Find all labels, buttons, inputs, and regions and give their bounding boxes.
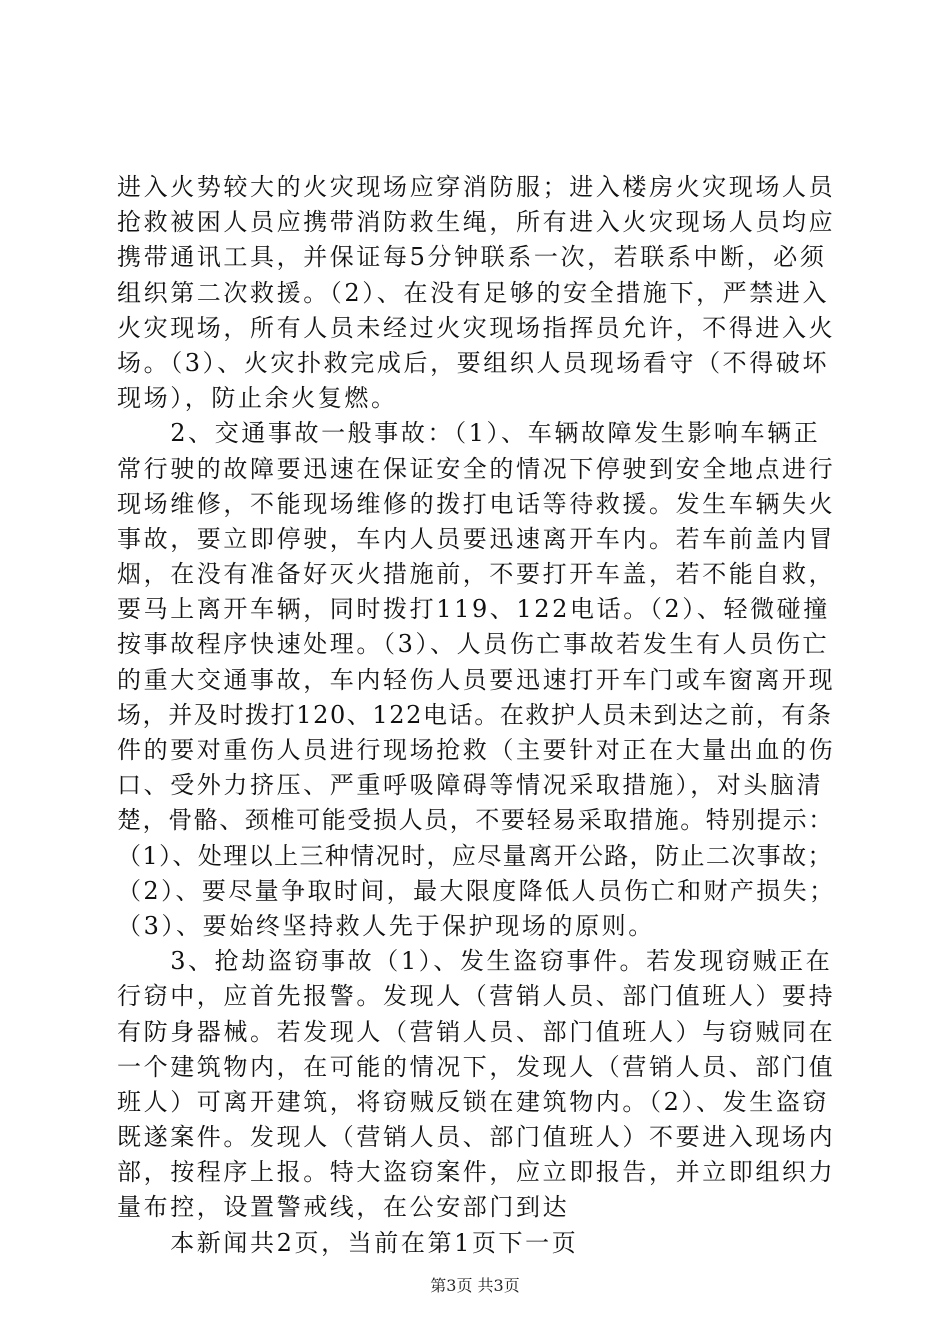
text-line: 既遂案件。发现人（营销人员、部门值班人）不要进入现场内 <box>117 1123 836 1152</box>
text-line: 场，并及时拨打120、122电话。在救护人员未到达之前，有条 <box>117 700 833 729</box>
text-line: 按事故程序快速处理。（3）、人员伤亡事故若发生有人员伤亡 <box>117 630 830 659</box>
text-line: 部，按程序上报。特大盗窃案件，应立即报告，并立即组织力 <box>117 1158 836 1187</box>
text-line: 组织第二次救援。（2）、在没有足够的安全措施下，严禁进入 <box>117 278 830 307</box>
text-line: 现场），防止余火复燃。 <box>117 384 398 413</box>
text-line: 进入火势较大的火灾现场应穿消防服；进入楼房火灾现场人员 <box>117 173 836 201</box>
text-line: 火灾现场，所有人员未经过火灾现场指挥员允许，不得进入火 <box>117 313 836 342</box>
text-line: 烟，在没有准备好灭火措施前，不要打开车盖，若不能自救， <box>117 560 836 589</box>
text-line: 3、抢劫盗窃事故（1）、发生盗窃事件。若发现窃贼正在 <box>117 947 833 976</box>
text-line: 行窃中，应首先报警。发现人（营销人员、部门值班人）要持 <box>117 982 836 1011</box>
document-body <box>117 170 837 1261</box>
text-line: 常行驶的故障要迅速在保证安全的情况下停驶到安全地点进行 <box>117 454 836 483</box>
text-line: 件的要对重伤人员进行现场抢救（主要针对正在大量出血的伤 <box>117 736 836 764</box>
text-line: 有防身器械。若发现人（营销人员、部门值班人）与窃贼同在 <box>117 1017 836 1046</box>
text-line: 场。（3）、火灾扑救完成后，要组织人员现场看守（不得破坏 <box>117 348 830 377</box>
text-line: 事故，要立即停驶，车内人员要迅速离开车内。若车前盖内冒 <box>117 524 836 553</box>
text-line: 要马上离开车辆，同时拨打119、122电话。（2）、轻微碰撞 <box>117 595 830 624</box>
page-footer <box>0 1273 950 1296</box>
text-line: （3）、要始终坚持救人先于保护现场的原则。 <box>117 911 655 940</box>
text-line: 班人）可离开建筑，将窃贼反锁在建筑物内。（2）、发生盗窃 <box>117 1087 830 1116</box>
text-line: 量布控，设置警戒线，在公安部门到达 <box>117 1193 570 1222</box>
text-line: 口、受外力挤压、严重呼吸障碍等情况采取措施），对头脑清 <box>117 771 824 800</box>
page-number: 第3页 共3页 <box>430 1276 520 1295</box>
text-line: 的重大交通事故，车内轻伤人员要迅速打开车门或车窗离开现 <box>117 665 836 694</box>
text-line: 2、交通事故一般事故：（1）、车辆故障发生影响车辆正 <box>117 419 821 448</box>
text-line: 携带通讯工具，并保证每5分钟联系一次，若联系中断，必须 <box>117 243 827 272</box>
text-line: 抢救被困人员应携带消防救生绳，所有进入火灾现场人员均应 <box>117 208 836 237</box>
pagination-text: 本新闻共2页，当前在第1页下一页 <box>117 1228 579 1257</box>
text-line: （2）、要尽量争取时间，最大限度降低人员伤亡和财产损失； <box>117 876 836 905</box>
text-line: （1）、处理以上三种情况时，应尽量离开公路，防止二次事故； <box>117 841 833 870</box>
text-line: 楚，骨骼、颈椎可能受损人员，不要轻易采取措施。特别提示： <box>117 806 834 835</box>
text-line: 一个建筑物内，在可能的情况下，发现人（营销人员、部门值 <box>117 1052 836 1081</box>
text-line: 现场维修，不能现场维修的拨打电话等待救援。发生车辆失火 <box>117 489 836 518</box>
